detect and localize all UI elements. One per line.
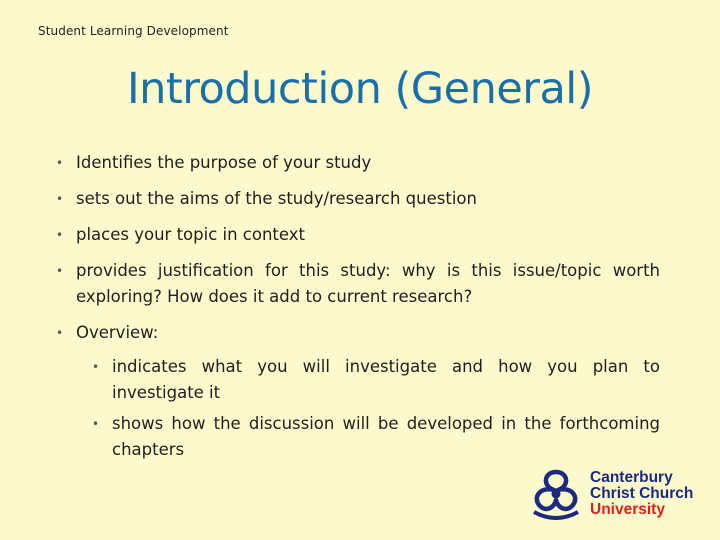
bullet-item: [56, 186, 660, 212]
bullet-item: [56, 222, 660, 248]
logo-emblem-icon: [528, 468, 584, 520]
sub-bullet-item: [92, 411, 660, 463]
bullet-icon: •: [92, 417, 100, 431]
bullet-item: [56, 258, 660, 310]
bullet-icon: •: [56, 156, 64, 170]
sub-bullet-item: [92, 354, 660, 406]
bullet-item: [56, 320, 660, 346]
bullet-list: [56, 150, 660, 468]
logo-line-2: Christ Church: [590, 485, 694, 502]
logo-line-1: Canterbury: [590, 469, 673, 486]
bullet-icon: •: [92, 360, 100, 374]
bullet-text: provides justification for this study: why is this issue/topic worth exploring? How does it add to current research?: [76, 261, 660, 306]
bullet-item: [56, 150, 660, 176]
bullet-text: Identifies the purpose of your study: [76, 153, 372, 172]
sub-bullet-text: indicates what you will investigate and how you plan to investigate it: [112, 357, 660, 402]
bullet-text: places your topic in context: [76, 225, 305, 244]
bullet-icon: •: [56, 228, 64, 242]
bullet-icon: •: [56, 326, 64, 340]
logo-line-3: University: [590, 501, 665, 518]
bullet-icon: •: [56, 192, 64, 206]
logo-wordmark: [590, 470, 693, 518]
bullet-icon: •: [56, 264, 64, 278]
bullet-text: Overview:: [76, 323, 159, 342]
bullet-text: sets out the aims of the study/research question: [76, 189, 477, 208]
slide-title: Introduction (General): [126, 64, 594, 114]
header-label: Student Learning Development: [38, 24, 229, 38]
sub-bullet-text: shows how the discussion will be developed in the forthcoming chapters: [112, 414, 660, 459]
university-logo: [528, 468, 698, 524]
